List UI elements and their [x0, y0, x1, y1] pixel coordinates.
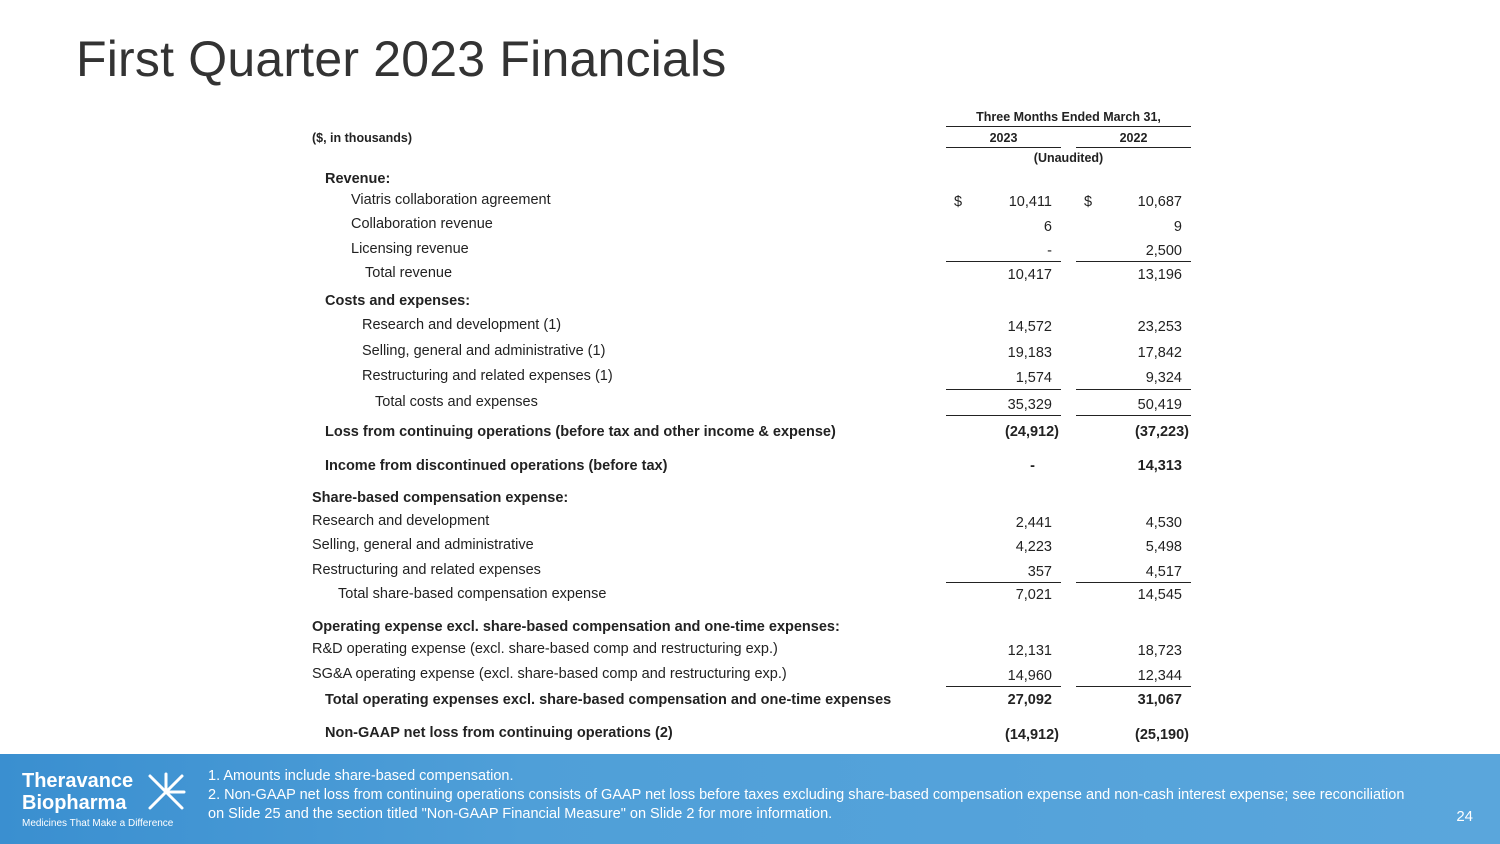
table-row-sbc-sga	[0, 537, 1500, 559]
value-2022: 12,344	[1137, 668, 1182, 684]
starburst-logo-icon	[146, 772, 186, 812]
company-logo	[22, 770, 173, 829]
value-2023: 35,329	[1007, 397, 1052, 413]
row-label: Loss from continuing operations (before tax and other income & expense)	[325, 424, 836, 440]
footnote-2: 2. Non-GAAP net loss from continuing operations consists of GAAP net loss before taxes excluding share-based compensation expense and non-cash interest expense; see reconciliation on Slide 25 and the section titled "Non-GAAP Financial Measure" on Slide 2 for more information.	[208, 787, 1405, 822]
table-row-viatris	[0, 192, 1500, 214]
value-2023: (14,912)	[1004, 727, 1059, 743]
value-2023: 12,131	[1007, 643, 1052, 659]
subtotal-line-2023	[946, 582, 1061, 583]
row-label: Total revenue	[365, 265, 453, 281]
table-row-total-revenue	[0, 265, 1500, 287]
value-2022: 14,313	[1137, 458, 1182, 474]
footnote-1: 1. Amounts include share-based compensation.	[208, 768, 514, 784]
section-heading-revenue	[0, 171, 1500, 193]
value-2022: 10,687	[1137, 194, 1182, 210]
row-label: Viatris collaboration agreement	[351, 192, 551, 208]
logo-wordmark-line1: Theravance	[22, 770, 134, 792]
value-2022: 4,530	[1145, 515, 1182, 531]
table-row-non-gaap-net-loss	[0, 725, 1500, 747]
row-label: Share-based compensation expense:	[312, 490, 569, 506]
column-header-2022: 2022	[1119, 131, 1148, 145]
value-2023: 19,183	[1007, 345, 1052, 361]
row-label: Operating expense excl. share-based compensation and one-time expenses:	[312, 619, 840, 635]
row-label: Total share-based compensation expense	[338, 586, 607, 602]
subtotal-line-2023	[946, 389, 1061, 390]
value-2023: 1,574	[1015, 370, 1052, 386]
currency-symbol-2023: $	[954, 194, 963, 210]
value-2022: (37,223)	[1134, 424, 1189, 440]
page-title: First Quarter 2023 Financials	[76, 31, 727, 87]
subtotal-line-2022	[1076, 389, 1191, 390]
section-heading-opex	[0, 619, 1500, 641]
row-label: Research and development	[312, 513, 490, 529]
value-2022: (25,190)	[1134, 727, 1189, 743]
value-2023: 10,411	[1008, 194, 1052, 210]
logo-tagline: Medicines That Make a Difference	[22, 818, 174, 829]
value-2022: 13,196	[1137, 267, 1182, 283]
value-2023: 4,223	[1015, 539, 1052, 555]
period-header-underline	[946, 126, 1191, 127]
value-2022: 9	[1173, 219, 1182, 235]
column-2023-underline	[946, 147, 1061, 148]
row-label: Income from discontinued operations (before tax)	[325, 458, 668, 474]
footer-band	[0, 754, 1500, 844]
value-2023: 14,572	[1007, 319, 1052, 335]
table-row-licensing	[0, 241, 1500, 263]
column-2022-underline	[1076, 147, 1191, 148]
row-label: Research and development (1)	[362, 317, 562, 333]
value-2023: -	[1030, 458, 1035, 474]
row-label: Revenue:	[325, 171, 391, 187]
subtotal-line-2022	[1076, 686, 1191, 687]
page-number: 24	[1456, 808, 1473, 825]
row-label: SG&A operating expense (excl. share-based comp and restructuring exp.)	[312, 666, 787, 682]
value-2023: (24,912)	[1004, 424, 1059, 440]
value-2022: 18,723	[1137, 643, 1182, 659]
table-row-opex-rnd	[0, 641, 1500, 663]
row-label: Total costs and expenses	[375, 394, 538, 410]
value-2022: 31,067	[1137, 692, 1182, 708]
row-label: Selling, general and administrative	[312, 537, 534, 553]
table-row-research-development	[0, 317, 1500, 339]
table-row-sbc-total	[0, 586, 1500, 608]
subtotal-line-2022	[1076, 582, 1191, 583]
value-2022: 50,419	[1137, 397, 1182, 413]
value-2022: 23,253	[1137, 319, 1182, 335]
subtotal-line-2023	[946, 686, 1061, 687]
row-label: R&D operating expense (excl. share-based comp and restructuring exp.)	[312, 641, 778, 657]
section-heading-costs	[0, 293, 1500, 315]
units-label: ($, in thousands)	[312, 131, 412, 145]
value-2022: 2,500	[1145, 243, 1182, 259]
table-row-sbc-rnd	[0, 513, 1500, 535]
row-label: Non-GAAP net loss from continuing operations (2)	[325, 725, 673, 741]
audit-note: (Unaudited)	[1033, 151, 1104, 165]
table-row-income-discontinued-ops	[0, 458, 1500, 480]
period-header: Three Months Ended March 31,	[976, 110, 1161, 124]
row-label: Restructuring and related expenses (1)	[362, 368, 613, 384]
subtotal-line-2023	[946, 261, 1061, 262]
row-label: Total operating expenses excl. share-based compensation and one-time expenses	[325, 692, 892, 708]
value-2022: 14,545	[1137, 587, 1182, 603]
subtotal-line-2022	[1076, 261, 1191, 262]
value-2023: 10,417	[1007, 267, 1052, 283]
table-row-loss-continuing-ops	[0, 424, 1500, 446]
table-row-sga	[0, 343, 1500, 365]
section-heading-sbc	[0, 490, 1500, 512]
row-label: Selling, general and administrative (1)	[362, 343, 606, 359]
value-2022: 17,842	[1137, 345, 1182, 361]
row-label: Licensing revenue	[351, 241, 469, 257]
value-2023: 27,092	[1007, 692, 1052, 708]
value-2023: 7,021	[1015, 587, 1052, 603]
table-row-total-costs	[0, 394, 1500, 416]
column-header-2023: 2023	[989, 131, 1018, 145]
table-row-opex-total	[0, 692, 1500, 714]
footnotes	[208, 767, 1418, 824]
currency-symbol-2022: $	[1084, 194, 1093, 210]
table-row-collaboration	[0, 216, 1500, 238]
logo-wordmark-line2: Biopharma	[22, 792, 127, 814]
value-2022: 9,324	[1145, 370, 1182, 386]
value-2023: 14,960	[1007, 668, 1052, 684]
value-2022: 5,498	[1145, 539, 1182, 555]
total-line-2022	[1076, 415, 1191, 416]
value-2023: -	[1047, 243, 1052, 259]
value-2022: 4,517	[1145, 564, 1182, 580]
value-2023: 357	[1027, 564, 1052, 580]
value-2023: 6	[1043, 219, 1052, 235]
row-label: Restructuring and related expenses	[312, 562, 541, 578]
value-2023: 2,441	[1015, 515, 1052, 531]
table-row-opex-sga	[0, 666, 1500, 688]
table-row-sbc-restructuring	[0, 562, 1500, 584]
table-row-restructuring	[0, 368, 1500, 390]
row-label: Collaboration revenue	[351, 216, 493, 232]
total-line-2023	[946, 415, 1061, 416]
row-label: Costs and expenses:	[325, 293, 471, 309]
